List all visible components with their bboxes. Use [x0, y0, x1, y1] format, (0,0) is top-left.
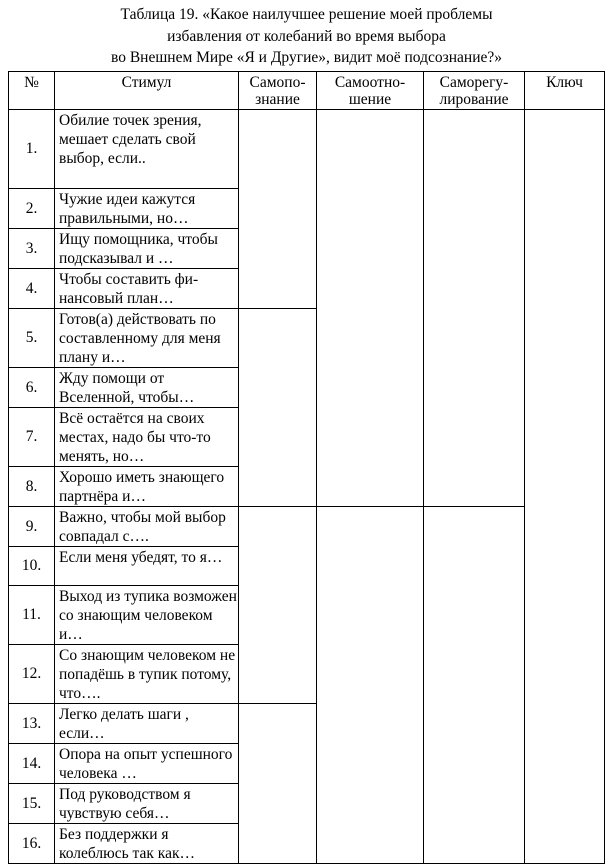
table-row [9, 110, 605, 189]
header-num: № [9, 72, 55, 110]
row-number: 1. [9, 110, 55, 189]
row-stimulus: Хорошо иметь знающего партнёра и… [55, 467, 239, 507]
row-stimulus: Обилие точек зрения, мешает сделать свой выбор, если.. [55, 110, 239, 189]
caption-line-3: во Внешнем Мире «Я и Другие», видит моё подсознание?» [110, 49, 503, 66]
header-key: Ключ [525, 72, 605, 110]
header-stimulus: Стимул [55, 72, 239, 110]
row-number: 9. [9, 507, 55, 547]
row-number: 15. [9, 784, 55, 824]
row-number: 13. [9, 704, 55, 744]
self-attitude-cell-1[interactable] [317, 110, 424, 507]
self-knowledge-cell-3[interactable] [239, 507, 317, 704]
row-stimulus: Со знающим человеком не попадёшь в тупик потому, что…. [55, 645, 239, 704]
row-number: 3. [9, 229, 55, 269]
questionnaire-table [8, 71, 605, 864]
self-knowledge-cell-2[interactable] [239, 309, 317, 507]
row-stimulus: Без поддержки я колеблюсь так как… [55, 824, 239, 864]
row-stimulus: Ищу помощника, чтобы подсказывал и … [55, 229, 239, 269]
row-stimulus: Если меня убедят, то я… [55, 547, 239, 586]
key-cell[interactable] [525, 110, 605, 864]
row-stimulus: Чужие идеи кажутся правильными, но… [55, 189, 239, 229]
row-number: 16. [9, 824, 55, 864]
header-self-attitude: Самоотно-шение [317, 72, 424, 110]
row-number: 5. [9, 309, 55, 368]
row-number: 2. [9, 189, 55, 229]
row-number: 7. [9, 408, 55, 467]
row-stimulus: Опора на опыт успешного человека … [55, 744, 239, 784]
row-number: 12. [9, 645, 55, 704]
header-self-regulation: Саморегу-лирование [424, 72, 525, 110]
row-stimulus: Чтобы составить фи-нансовый план… [55, 269, 239, 309]
table-row [9, 507, 605, 547]
row-number: 4. [9, 269, 55, 309]
row-stimulus: Легко делать шаги , если… [55, 704, 239, 744]
row-stimulus: Под руководством я чувствую себя… [55, 784, 239, 824]
row-number: 11. [9, 586, 55, 645]
caption-line-1: Таблица 19. «Какое наилучшее решение моей проблемы [120, 6, 493, 23]
row-number: 10. [9, 547, 55, 586]
row-stimulus: Всё остаётся на своих местах, надо бы что-то менять, но… [55, 408, 239, 467]
row-number: 8. [9, 467, 55, 507]
row-stimulus: Выход из тупика возможен со знающим человеком и… [55, 586, 239, 645]
self-knowledge-cell-1[interactable] [239, 110, 317, 309]
row-stimulus: Жду помощи от Вселенной, чтобы… [55, 368, 239, 408]
row-stimulus: Готов(а) действовать по составленному для меня плану и… [55, 309, 239, 368]
table-caption [0, 4, 613, 69]
row-stimulus: Важно, чтобы мой выбор совпадал с…. [55, 507, 239, 547]
self-knowledge-cell-4[interactable] [239, 704, 317, 864]
header-row [9, 72, 605, 110]
row-number: 14. [9, 744, 55, 784]
caption-line-2: избавления от колебаний во время выбора [167, 27, 446, 45]
self-regulation-cell-2[interactable] [424, 507, 525, 864]
row-number: 6. [9, 368, 55, 408]
header-self-knowledge: Самопо-знание [239, 72, 317, 110]
self-attitude-cell-2[interactable] [317, 507, 424, 864]
self-regulation-cell-1[interactable] [424, 110, 525, 507]
